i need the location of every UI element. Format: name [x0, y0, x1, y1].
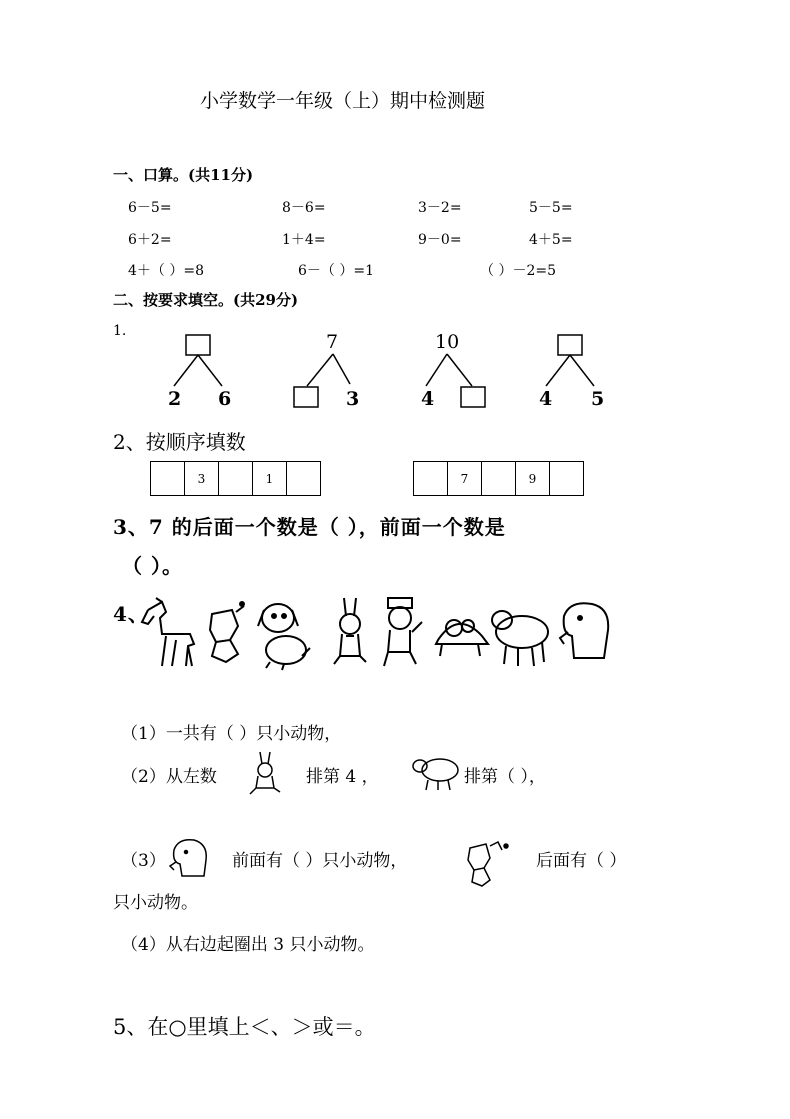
- question-1-label: 1.: [113, 323, 127, 339]
- elephant-icon: [168, 836, 212, 880]
- dog-icon: [258, 604, 310, 670]
- horse-icon: [142, 598, 194, 666]
- sequence-boxes-1: [150, 461, 321, 496]
- number-bond-tree-4: [546, 335, 594, 386]
- page-title: 小学数学一年级（上）期中检测题: [200, 90, 486, 112]
- turtle-icon: [436, 620, 488, 656]
- question-4-2-prefix: （2）从左数: [121, 767, 217, 787]
- tree-number: 10: [435, 331, 460, 353]
- calc-item: 6＋2=: [128, 232, 172, 248]
- tree-number: 7: [326, 331, 339, 353]
- number-bond-tree-2: [294, 354, 350, 407]
- calc-item: 6－5=: [128, 200, 172, 216]
- seq-cell[interactable]: [414, 462, 448, 495]
- seq-cell: 3: [185, 462, 219, 495]
- calc-item: 4＋（ ）=8: [128, 263, 204, 279]
- tree-number: 4: [539, 388, 553, 410]
- animal-row: [136, 596, 616, 676]
- seq-cell[interactable]: [219, 462, 253, 495]
- calc-item: 4＋5=: [529, 232, 573, 248]
- question-5: 5、在○里填上＜、＞或＝。: [113, 1015, 376, 1039]
- calc-item: 8－6=: [282, 200, 326, 216]
- sheep-icon: [492, 611, 548, 666]
- question-4-label: 4、: [113, 602, 149, 626]
- calc-item: 3－2=: [418, 200, 462, 216]
- question-3-line-1: 3、7 的后面一个数是（ ），前面一个数是: [113, 515, 506, 539]
- tree-number: 5: [591, 388, 605, 410]
- seq-cell[interactable]: [482, 462, 516, 495]
- question-4-1: （1）一共有（ ）只小动物，: [121, 724, 342, 744]
- elephant-icon: [560, 603, 608, 658]
- calc-item: 9－0=: [418, 232, 462, 248]
- bird-icon: [210, 602, 244, 662]
- tree-number: 2: [168, 388, 182, 410]
- seq-cell: 1: [253, 462, 287, 495]
- tree-number: 4: [421, 388, 435, 410]
- question-2-label: 2、按顺序填数: [113, 430, 246, 454]
- sheep-icon: [410, 752, 462, 792]
- seq-cell[interactable]: [151, 462, 185, 495]
- answer-box: [558, 335, 582, 355]
- question-4-3-back: 后面有（ ）: [536, 851, 627, 871]
- seq-cell[interactable]: [287, 462, 320, 495]
- question-4-3-prefix: （3）: [121, 851, 166, 871]
- answer-box: [461, 387, 485, 407]
- monkey-icon: [384, 598, 422, 666]
- calc-item: 5－5=: [529, 200, 573, 216]
- question-3-line-2: （ ）。: [122, 554, 183, 578]
- question-4-2-blank: 排第（ ），: [464, 767, 546, 787]
- number-bond-tree-3: [426, 354, 485, 407]
- tree-number: 6: [218, 388, 232, 410]
- question-4-2-rank: 排第 4 ，: [306, 767, 379, 787]
- calc-item: 1＋4=: [282, 232, 326, 248]
- bird-icon: [462, 836, 518, 890]
- answer-box: [186, 335, 210, 355]
- seq-cell: 9: [516, 462, 550, 495]
- calc-item: 6－（ ）=1: [298, 263, 374, 279]
- answer-box: [294, 387, 318, 407]
- seq-cell[interactable]: [550, 462, 583, 495]
- sequence-boxes-2: [413, 461, 584, 496]
- rabbit-icon: [334, 598, 366, 664]
- section-2-heading: 二、按要求填空。(共29分): [113, 291, 299, 309]
- seq-cell: 7: [448, 462, 482, 495]
- rabbit-icon: [244, 750, 292, 796]
- number-bond-diagrams: [0, 320, 790, 420]
- calc-item: （ ）－2=5: [480, 263, 556, 279]
- question-4-3-front: 前面有（ ）只小动物，: [232, 851, 408, 871]
- question-4-3-suffix: 只小动物。: [113, 893, 198, 913]
- tree-number: 3: [346, 388, 360, 410]
- number-bond-tree-1: [174, 335, 222, 386]
- question-4-4: （4）从右边起圈出 3 只小动物。: [121, 935, 375, 955]
- section-1-heading: 一、口算。(共11分): [113, 166, 254, 184]
